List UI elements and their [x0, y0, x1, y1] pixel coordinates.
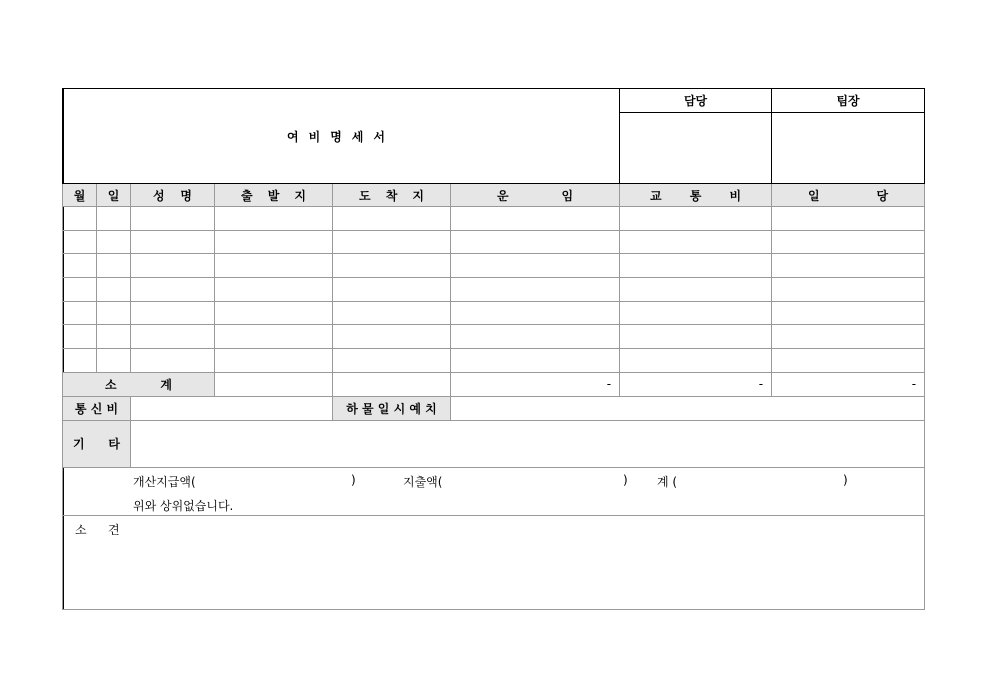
cell-name[interactable] — [131, 230, 215, 254]
table-row — [63, 230, 925, 254]
cell-day[interactable] — [97, 301, 131, 325]
cell-name[interactable] — [131, 325, 215, 349]
header-day: 일 — [97, 184, 131, 207]
payment-section — [63, 467, 925, 515]
expense-label: 지출액( — [403, 474, 443, 489]
travel-expense-form — [62, 88, 925, 610]
cell-daily[interactable] — [772, 301, 925, 325]
cell-arrival[interactable] — [333, 349, 451, 373]
cell-arrival[interactable] — [333, 230, 451, 254]
table-row — [63, 278, 925, 302]
cell-transport[interactable] — [620, 230, 772, 254]
cell-month[interactable] — [63, 349, 97, 373]
other-label: 기 타 — [63, 420, 131, 467]
cell-daily[interactable] — [772, 254, 925, 278]
table-row — [63, 349, 925, 373]
cell-transport[interactable] — [620, 325, 772, 349]
cell-departure[interactable] — [215, 207, 333, 231]
header-arrival: 도 착 지 — [333, 184, 451, 207]
cell-month[interactable] — [63, 254, 97, 278]
cell-arrival[interactable] — [333, 325, 451, 349]
cell-day[interactable] — [97, 278, 131, 302]
cell-name[interactable] — [131, 254, 215, 278]
table-row — [63, 254, 925, 278]
cell-transport[interactable] — [620, 207, 772, 231]
cell-day[interactable] — [97, 325, 131, 349]
opinion-label-1: 소 — [75, 522, 87, 537]
advance-label: 개산지급액( — [133, 474, 196, 489]
cargo-label: 하 물 일 시 예 치 — [333, 396, 451, 420]
cell-departure[interactable] — [215, 254, 333, 278]
cell-day[interactable] — [97, 207, 131, 231]
comm-value[interactable] — [131, 396, 333, 420]
cell-daily[interactable] — [772, 325, 925, 349]
subtotal-label: 소 계 — [63, 372, 215, 396]
cell-month[interactable] — [63, 230, 97, 254]
cell-departure[interactable] — [215, 349, 333, 373]
cell-daily[interactable] — [772, 230, 925, 254]
opinion-label-2: 견 — [108, 522, 120, 537]
cell-fare[interactable] — [451, 278, 620, 302]
cell-arrival[interactable] — [333, 207, 451, 231]
advance-close: ) — [351, 472, 356, 487]
cell-transport[interactable] — [620, 349, 772, 373]
approval-header-team-lead: 팀장 — [772, 89, 925, 113]
cell-arrival[interactable] — [333, 301, 451, 325]
other-value[interactable] — [131, 420, 925, 467]
cell-month[interactable] — [63, 325, 97, 349]
cell-daily[interactable] — [772, 207, 925, 231]
table-row — [63, 301, 925, 325]
cell-transport[interactable] — [620, 301, 772, 325]
cell-name[interactable] — [131, 278, 215, 302]
cargo-value[interactable] — [451, 396, 925, 420]
cell-departure[interactable] — [215, 301, 333, 325]
cell-departure[interactable] — [215, 230, 333, 254]
cell-fare[interactable] — [451, 325, 620, 349]
subtotal-arrival[interactable] — [333, 372, 451, 396]
cell-day[interactable] — [97, 230, 131, 254]
cell-day[interactable] — [97, 349, 131, 373]
confirm-text: 위와 상위없습니다. — [133, 498, 234, 513]
page-title: 여비명세서 — [63, 89, 620, 184]
cell-month[interactable] — [63, 207, 97, 231]
subtotal-transport[interactable]: - — [620, 372, 772, 396]
total-close: ) — [843, 472, 848, 487]
subtotal-departure[interactable] — [215, 372, 333, 396]
cell-fare[interactable] — [451, 301, 620, 325]
cell-name[interactable] — [131, 301, 215, 325]
header-departure: 출 발 지 — [215, 184, 333, 207]
cell-fare[interactable] — [451, 254, 620, 278]
header-name: 성 명 — [131, 184, 215, 207]
header-month: 월 — [63, 184, 97, 207]
cell-departure[interactable] — [215, 278, 333, 302]
table-row — [63, 325, 925, 349]
table-row — [63, 207, 925, 231]
cell-departure[interactable] — [215, 325, 333, 349]
approval-signature-manager[interactable] — [620, 113, 772, 184]
cell-name[interactable] — [131, 207, 215, 231]
cell-month[interactable] — [63, 278, 97, 302]
total-label: 계 ( — [657, 474, 678, 489]
cell-daily[interactable] — [772, 349, 925, 373]
cell-fare[interactable] — [451, 230, 620, 254]
cell-daily[interactable] — [772, 278, 925, 302]
expense-close: ) — [623, 472, 628, 487]
comm-label: 통 신 비 — [63, 396, 131, 420]
cell-transport[interactable] — [620, 254, 772, 278]
subtotal-fare[interactable]: - — [451, 372, 620, 396]
header-daily: 일 당 — [772, 184, 925, 207]
cell-arrival[interactable] — [333, 278, 451, 302]
cell-arrival[interactable] — [333, 254, 451, 278]
cell-day[interactable] — [97, 254, 131, 278]
header-transport: 교 통 비 — [620, 184, 772, 207]
header-fare: 운 임 — [451, 184, 620, 207]
cell-fare[interactable] — [451, 349, 620, 373]
approval-header-manager: 담당 — [620, 89, 772, 113]
cell-transport[interactable] — [620, 278, 772, 302]
cell-name[interactable] — [131, 349, 215, 373]
approval-signature-team-lead[interactable] — [772, 113, 925, 184]
cell-fare[interactable] — [451, 207, 620, 231]
cell-month[interactable] — [63, 301, 97, 325]
opinion-section[interactable] — [63, 515, 925, 609]
subtotal-daily[interactable]: - — [772, 372, 925, 396]
